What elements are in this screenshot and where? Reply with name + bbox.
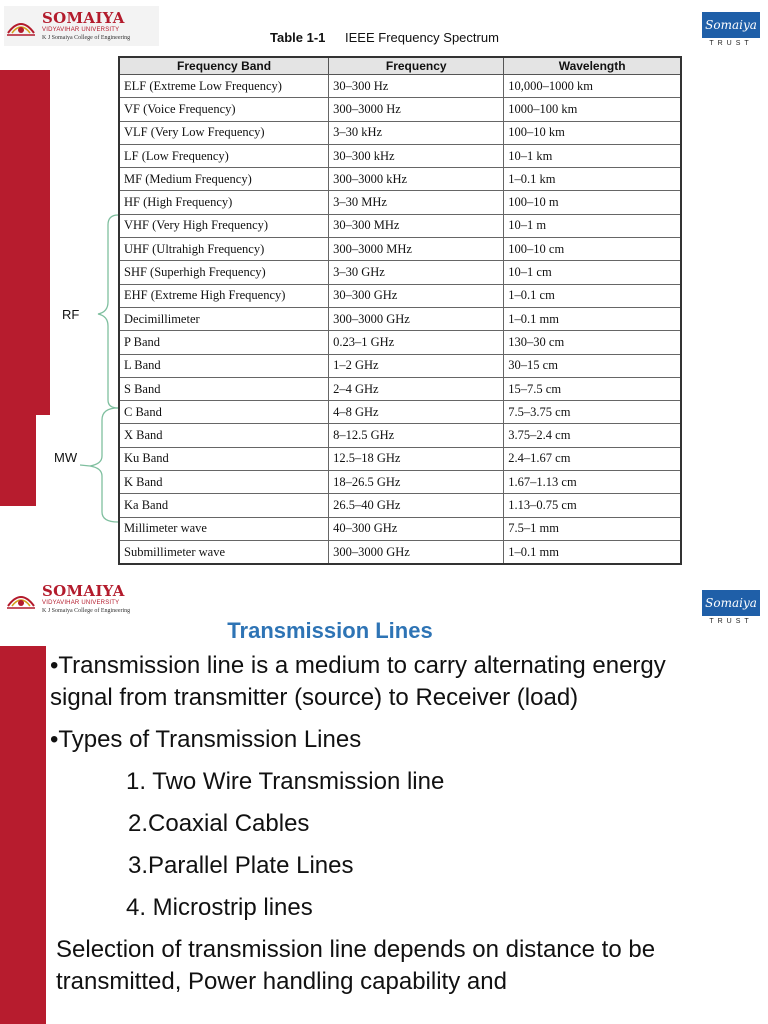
trust-logo	[702, 590, 760, 625]
trust-word: TRUST	[709, 618, 753, 625]
table-row	[119, 284, 681, 307]
logo-college: K J Somaiya College of Engineering	[42, 608, 131, 614]
table-row	[119, 401, 681, 424]
cell-band: P Band	[119, 331, 329, 354]
closing-paragraph: Selection of transmission line depends on distance to be transmitted, Power handling capability and	[56, 936, 656, 995]
cell-band: VLF (Very Low Frequency)	[119, 121, 329, 144]
cell-band: Submillimeter wave	[119, 540, 329, 564]
cell-band: MF (Medium Frequency)	[119, 168, 329, 191]
cell-frequency: 8–12.5 GHz	[329, 424, 504, 447]
table-row	[119, 261, 681, 284]
cell-frequency: 3–30 kHz	[329, 121, 504, 144]
cell-band: VF (Voice Frequency)	[119, 98, 329, 121]
bullet-types: •Types of Transmission Lines	[50, 726, 362, 753]
table-row	[119, 75, 681, 98]
table-caption-text: IEEE Frequency Spectrum	[345, 30, 499, 45]
accent-bar	[0, 70, 36, 506]
table-row	[119, 494, 681, 517]
header-frequency: Frequency	[329, 57, 504, 75]
cell-frequency: 4–8 GHz	[329, 401, 504, 424]
rf-label: RF	[62, 307, 80, 322]
accent-bar	[36, 646, 46, 1024]
somaiya-logo	[4, 6, 159, 46]
cell-band: C Band	[119, 401, 329, 424]
logo-subtitle: VIDYAVIHAR UNIVERSITY	[42, 600, 120, 606]
cell-wavelength: 130–30 cm	[504, 331, 681, 354]
table-row	[119, 307, 681, 330]
cell-frequency: 300–3000 Hz	[329, 98, 504, 121]
cell-band: Decimillimeter	[119, 307, 329, 330]
cell-wavelength: 100–10 m	[504, 191, 681, 214]
header-frequency-band: Frequency Band	[119, 57, 329, 75]
cell-wavelength: 7.5–1 mm	[504, 517, 681, 540]
slide-content	[50, 650, 730, 1008]
cell-frequency: 2–4 GHz	[329, 377, 504, 400]
logo-name: SOMAIYA	[42, 582, 125, 600]
bullet-definition: •Transmission line is a medium to carry alternating energy signal from transmitter (source) to Receiver (load)	[50, 652, 666, 711]
cell-band: HF (High Frequency)	[119, 191, 329, 214]
cell-frequency: 1–2 GHz	[329, 354, 504, 377]
table-row	[119, 471, 681, 494]
type-item: 2.Coaxial Cables	[128, 810, 310, 837]
logo-subtitle: VIDYAVIHAR UNIVERSITY	[42, 27, 120, 33]
type-item: 3.Parallel Plate Lines	[128, 852, 354, 879]
type-item: 4. Microstrip lines	[126, 894, 313, 921]
cell-frequency: 30–300 kHz	[329, 144, 504, 167]
cell-band: Millimeter wave	[119, 517, 329, 540]
trust-logo	[702, 12, 760, 47]
table-row	[119, 377, 681, 400]
cell-wavelength: 2.4–1.67 cm	[504, 447, 681, 470]
table-row	[119, 121, 681, 144]
cell-band: X Band	[119, 424, 329, 447]
cell-wavelength: 10,000–1000 km	[504, 75, 681, 98]
type-item: 1. Two Wire Transmission line	[126, 768, 445, 795]
mw-label: MW	[54, 450, 78, 465]
cell-wavelength: 3.75–2.4 cm	[504, 424, 681, 447]
cell-band: ELF (Extreme Low Frequency)	[119, 75, 329, 98]
cell-frequency: 3–30 GHz	[329, 261, 504, 284]
table-row	[119, 331, 681, 354]
cell-frequency: 30–300 GHz	[329, 284, 504, 307]
slide-transmission-lines	[0, 580, 768, 1024]
rf-brace	[98, 215, 118, 408]
band-braces	[80, 210, 120, 530]
table-row	[119, 98, 681, 121]
cell-band: UHF (Ultrahigh Frequency)	[119, 238, 329, 261]
table-row	[119, 168, 681, 191]
table-row	[119, 214, 681, 237]
cell-band: Ka Band	[119, 494, 329, 517]
cell-band: LF (Low Frequency)	[119, 144, 329, 167]
cell-frequency: 300–3000 MHz	[329, 238, 504, 261]
cell-wavelength: 30–15 cm	[504, 354, 681, 377]
accent-bar	[36, 70, 50, 415]
cell-band: Ku Band	[119, 447, 329, 470]
header-wavelength: Wavelength	[504, 57, 681, 75]
cell-wavelength: 1.13–0.75 cm	[504, 494, 681, 517]
cell-band: SHF (Superhigh Frequency)	[119, 261, 329, 284]
cell-wavelength: 15–7.5 cm	[504, 377, 681, 400]
table-header-row	[119, 57, 681, 75]
cell-band: EHF (Extreme High Frequency)	[119, 284, 329, 307]
cell-frequency: 30–300 Hz	[329, 75, 504, 98]
cell-wavelength: 1–0.1 mm	[504, 307, 681, 330]
mw-brace	[90, 408, 118, 522]
cell-frequency: 18–26.5 GHz	[329, 471, 504, 494]
cell-frequency: 26.5–40 GHz	[329, 494, 504, 517]
cell-band: L Band	[119, 354, 329, 377]
cell-wavelength: 100–10 km	[504, 121, 681, 144]
cell-wavelength: 10–1 m	[504, 214, 681, 237]
cell-wavelength: 1–0.1 cm	[504, 284, 681, 307]
table-number: Table 1-1	[270, 30, 326, 45]
cell-frequency: 40–300 GHz	[329, 517, 504, 540]
trust-mark: Somaiya	[702, 590, 760, 616]
table-caption	[270, 30, 499, 45]
cell-band: K Band	[119, 471, 329, 494]
cell-wavelength: 1.67–1.13 cm	[504, 471, 681, 494]
logo-college: K J Somaiya College of Engineering	[42, 35, 131, 41]
trust-word: TRUST	[709, 40, 753, 47]
somaiya-emblem-icon	[4, 11, 38, 41]
cell-frequency: 3–30 MHz	[329, 191, 504, 214]
table-row	[119, 517, 681, 540]
cell-wavelength: 1–0.1 mm	[504, 540, 681, 564]
cell-wavelength: 1–0.1 km	[504, 168, 681, 191]
cell-wavelength: 100–10 cm	[504, 238, 681, 261]
table-row	[119, 238, 681, 261]
table-row	[119, 447, 681, 470]
somaiya-emblem-icon	[4, 584, 38, 614]
frequency-spectrum-table	[118, 56, 682, 565]
trust-mark: Somaiya	[702, 12, 760, 38]
slide-title: Transmission Lines	[227, 618, 433, 643]
cell-wavelength: 10–1 km	[504, 144, 681, 167]
logo-name: SOMAIYA	[42, 9, 125, 27]
table-row	[119, 540, 681, 564]
table-row	[119, 144, 681, 167]
cell-frequency: 0.23–1 GHz	[329, 331, 504, 354]
table-row	[119, 354, 681, 377]
cell-band: S Band	[119, 377, 329, 400]
cell-frequency: 300–3000 GHz	[329, 540, 504, 564]
cell-frequency: 12.5–18 GHz	[329, 447, 504, 470]
cell-wavelength: 7.5–3.75 cm	[504, 401, 681, 424]
cell-band: VHF (Very High Frequency)	[119, 214, 329, 237]
cell-frequency: 300–3000 kHz	[329, 168, 504, 191]
cell-wavelength: 1000–100 km	[504, 98, 681, 121]
table-row	[119, 424, 681, 447]
cell-frequency: 300–3000 GHz	[329, 307, 504, 330]
cell-frequency: 30–300 MHz	[329, 214, 504, 237]
accent-bar	[0, 646, 36, 1024]
cell-wavelength: 10–1 cm	[504, 261, 681, 284]
table-row	[119, 191, 681, 214]
somaiya-logo	[4, 584, 130, 614]
